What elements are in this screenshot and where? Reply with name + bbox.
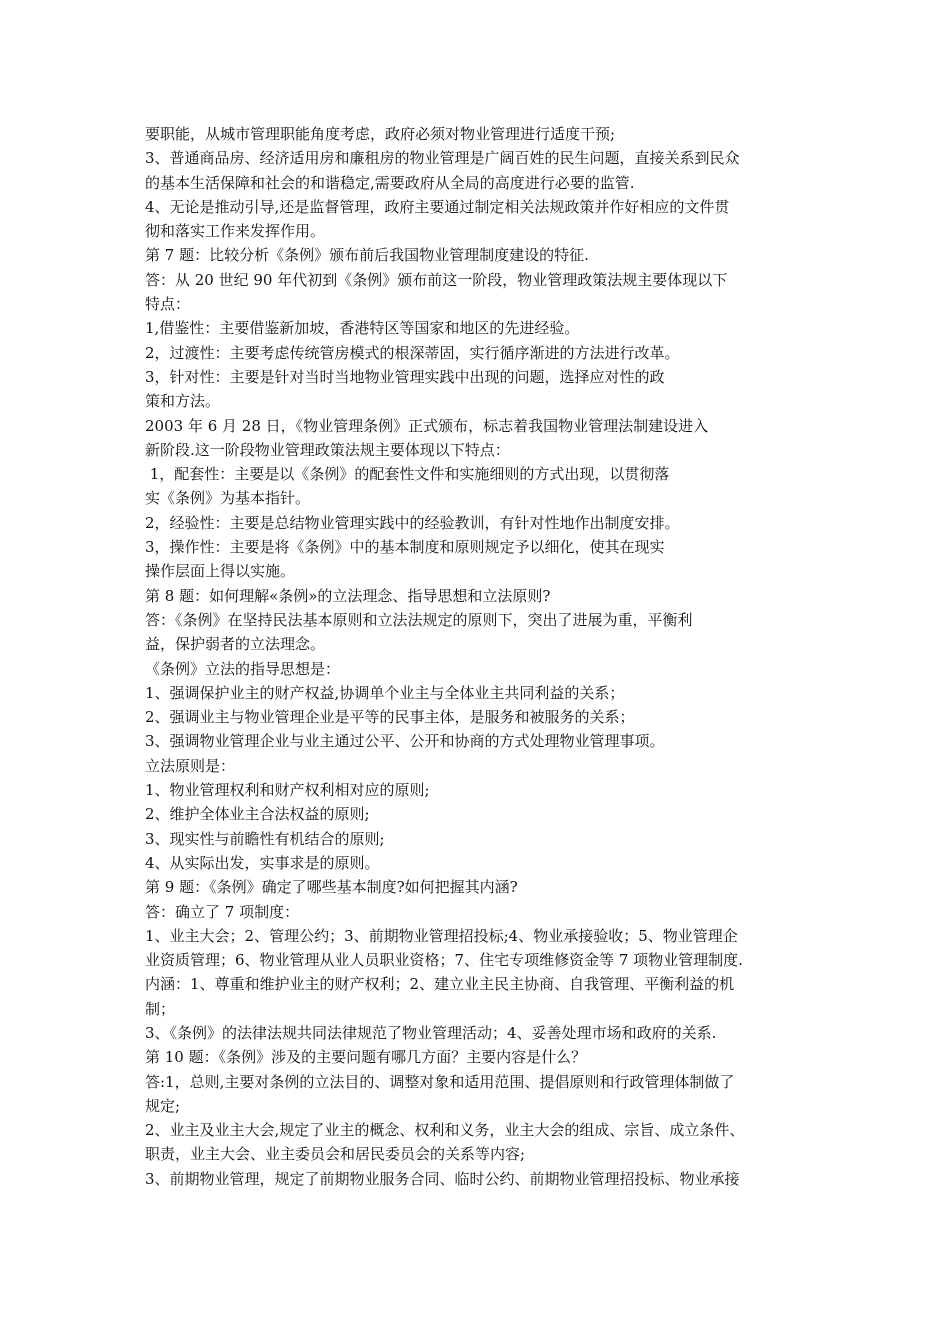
- text-line: 策和方法。: [145, 392, 221, 411]
- text-line: 答：从 20 世纪 90 年代初到《条例》颁布前这一阶段，物业管理政策法规主要体现以下: [145, 270, 728, 289]
- text-line: 特点：: [145, 295, 191, 314]
- text-line: 1、强调保护业主的财产权益,协调单个业主与全体业主共同利益的关系；: [145, 683, 625, 702]
- text-line: 2，经验性：主要是总结物业管理实践中的经验教训，有针对性地作出制度安排。: [145, 513, 680, 532]
- text-line: 彻和落实工作来发挥作用。: [145, 222, 326, 241]
- text-line: 3、现实性与前瞻性有机结合的原则;: [145, 829, 385, 848]
- text-line: 立法原则是：: [145, 756, 236, 775]
- text-line: 4、从实际出发，实事求是的原则。: [145, 853, 380, 872]
- text-line: 内涵：1、尊重和维护业主的财产权利；2、建立业主民主协商、自我管理、平衡利益的机: [145, 975, 735, 994]
- text-line: 规定;: [145, 1096, 181, 1115]
- text-line: 2、业主及业主大会,规定了业主的概念、权利和义务，业主大会的组成、宗旨、成立条件、: [145, 1121, 745, 1140]
- text-line: 业资质管理；6、物业管理从业人员职业资格；7、住宅专项维修资金等 7 项物业管理制度.: [145, 951, 743, 970]
- text-line: 益，保护弱者的立法理念。: [145, 635, 326, 654]
- question-heading: 第 9 题：《条例》确定了哪些基本制度?如何把握其内涵?: [145, 878, 518, 897]
- document-body: [145, 122, 815, 1191]
- text-line: 3、普通商品房、经济适用房和廉租房的物业管理是广阔百姓的民生问题，直接关系到民众: [145, 149, 740, 168]
- text-line: 要职能，从城市管理职能角度考虑，政府必须对物业管理进行适度干预;: [145, 125, 616, 143]
- text-line: 4、无论是推动引导,还是监督管理，政府主要通过制定相关法规政策并作好相应的文件贯: [145, 197, 730, 216]
- text-line: 新阶段.这一阶段物业管理政策法规主要体现以下特点：: [145, 440, 510, 459]
- text-line: 操作层面上得以实施。: [145, 562, 296, 581]
- question-heading: 第 10 题：《条例》涉及的主要问题有哪几方面？主要内容是什么？: [145, 1048, 587, 1067]
- text-line: 《条例》立法的指导思想是：: [145, 659, 341, 678]
- text-line: 答：确立了 7 项制度：: [145, 902, 300, 921]
- text-line: 3，操作性：主要是将《条例》中的基本制度和原则规定予以细化，使其在现实: [145, 538, 665, 557]
- text-line: 2、维护全体业主合法权益的原则;: [145, 805, 370, 824]
- text-line: 实《条例》为基本指针。: [145, 489, 311, 508]
- text-line: 1、物业管理权利和财产权利相对应的原则;: [145, 781, 430, 800]
- text-line: 职责，业主大会、业主委员会和居民委员会的关系等内容;: [145, 1145, 526, 1164]
- text-line: 答：《条例》在坚持民法基本原则和立法法规定的原则下，突出了进展为重，平衡利: [145, 610, 693, 629]
- question-heading: 第 8 题：如何理解«条例»的立法理念、指导思想和立法原则?: [145, 586, 551, 605]
- text-line: 2、强调业主与物业管理企业是平等的民事主体，是服务和被服务的关系；: [145, 708, 635, 727]
- text-line: 1、业主大会；2、管理公约；3、前期物业管理招投标;4、物业承接验收；5、物业管理企: [145, 926, 738, 945]
- text-line: 3，针对性：主要是针对当时当地物业管理实践中出现的问题，选择应对性的政: [145, 367, 665, 386]
- text-line: 答:1，总则,主要对条例的立法目的、调整对象和适用范围、提倡原则和行政管理体制做了: [145, 1072, 735, 1091]
- text-line: 的基本生活保障和社会的和谐稳定,需要政府从全局的高度进行必要的监管.: [145, 173, 635, 192]
- question-heading: 第 7 题：比较分析《条例》颁布前后我国物业管理制度建设的特征.: [145, 246, 589, 265]
- text-line: 3、前期物业管理，规定了前期物业服务合同、临时公约、前期物业管理招投标、物业承接: [145, 1169, 740, 1188]
- text-line: 2003 年 6 月 28 日，《物业管理条例》正式颁布，标志着我国物业管理法制建设进入: [145, 416, 709, 435]
- text-line: 3、《条例》的法律法规共同法律规范了物业管理活动；4、妥善处理市场和政府的关系.: [145, 1023, 717, 1042]
- text-line: 制；: [145, 999, 176, 1018]
- text-line: 1,借鉴性：主要借鉴新加坡，香港特区等国家和地区的先进经验。: [145, 319, 580, 338]
- text-line: 1，配套性：主要是以《条例》的配套性文件和实施细则的方式出现，以贯彻落: [145, 465, 670, 484]
- text-line: 2，过渡性：主要考虑传统管房模式的根深蒂固，实行循序渐进的方法进行改革。: [145, 343, 680, 362]
- text-line: 3、强调物业管理企业与业主通过公平、公开和协商的方式处理物业管理事项。: [145, 732, 665, 751]
